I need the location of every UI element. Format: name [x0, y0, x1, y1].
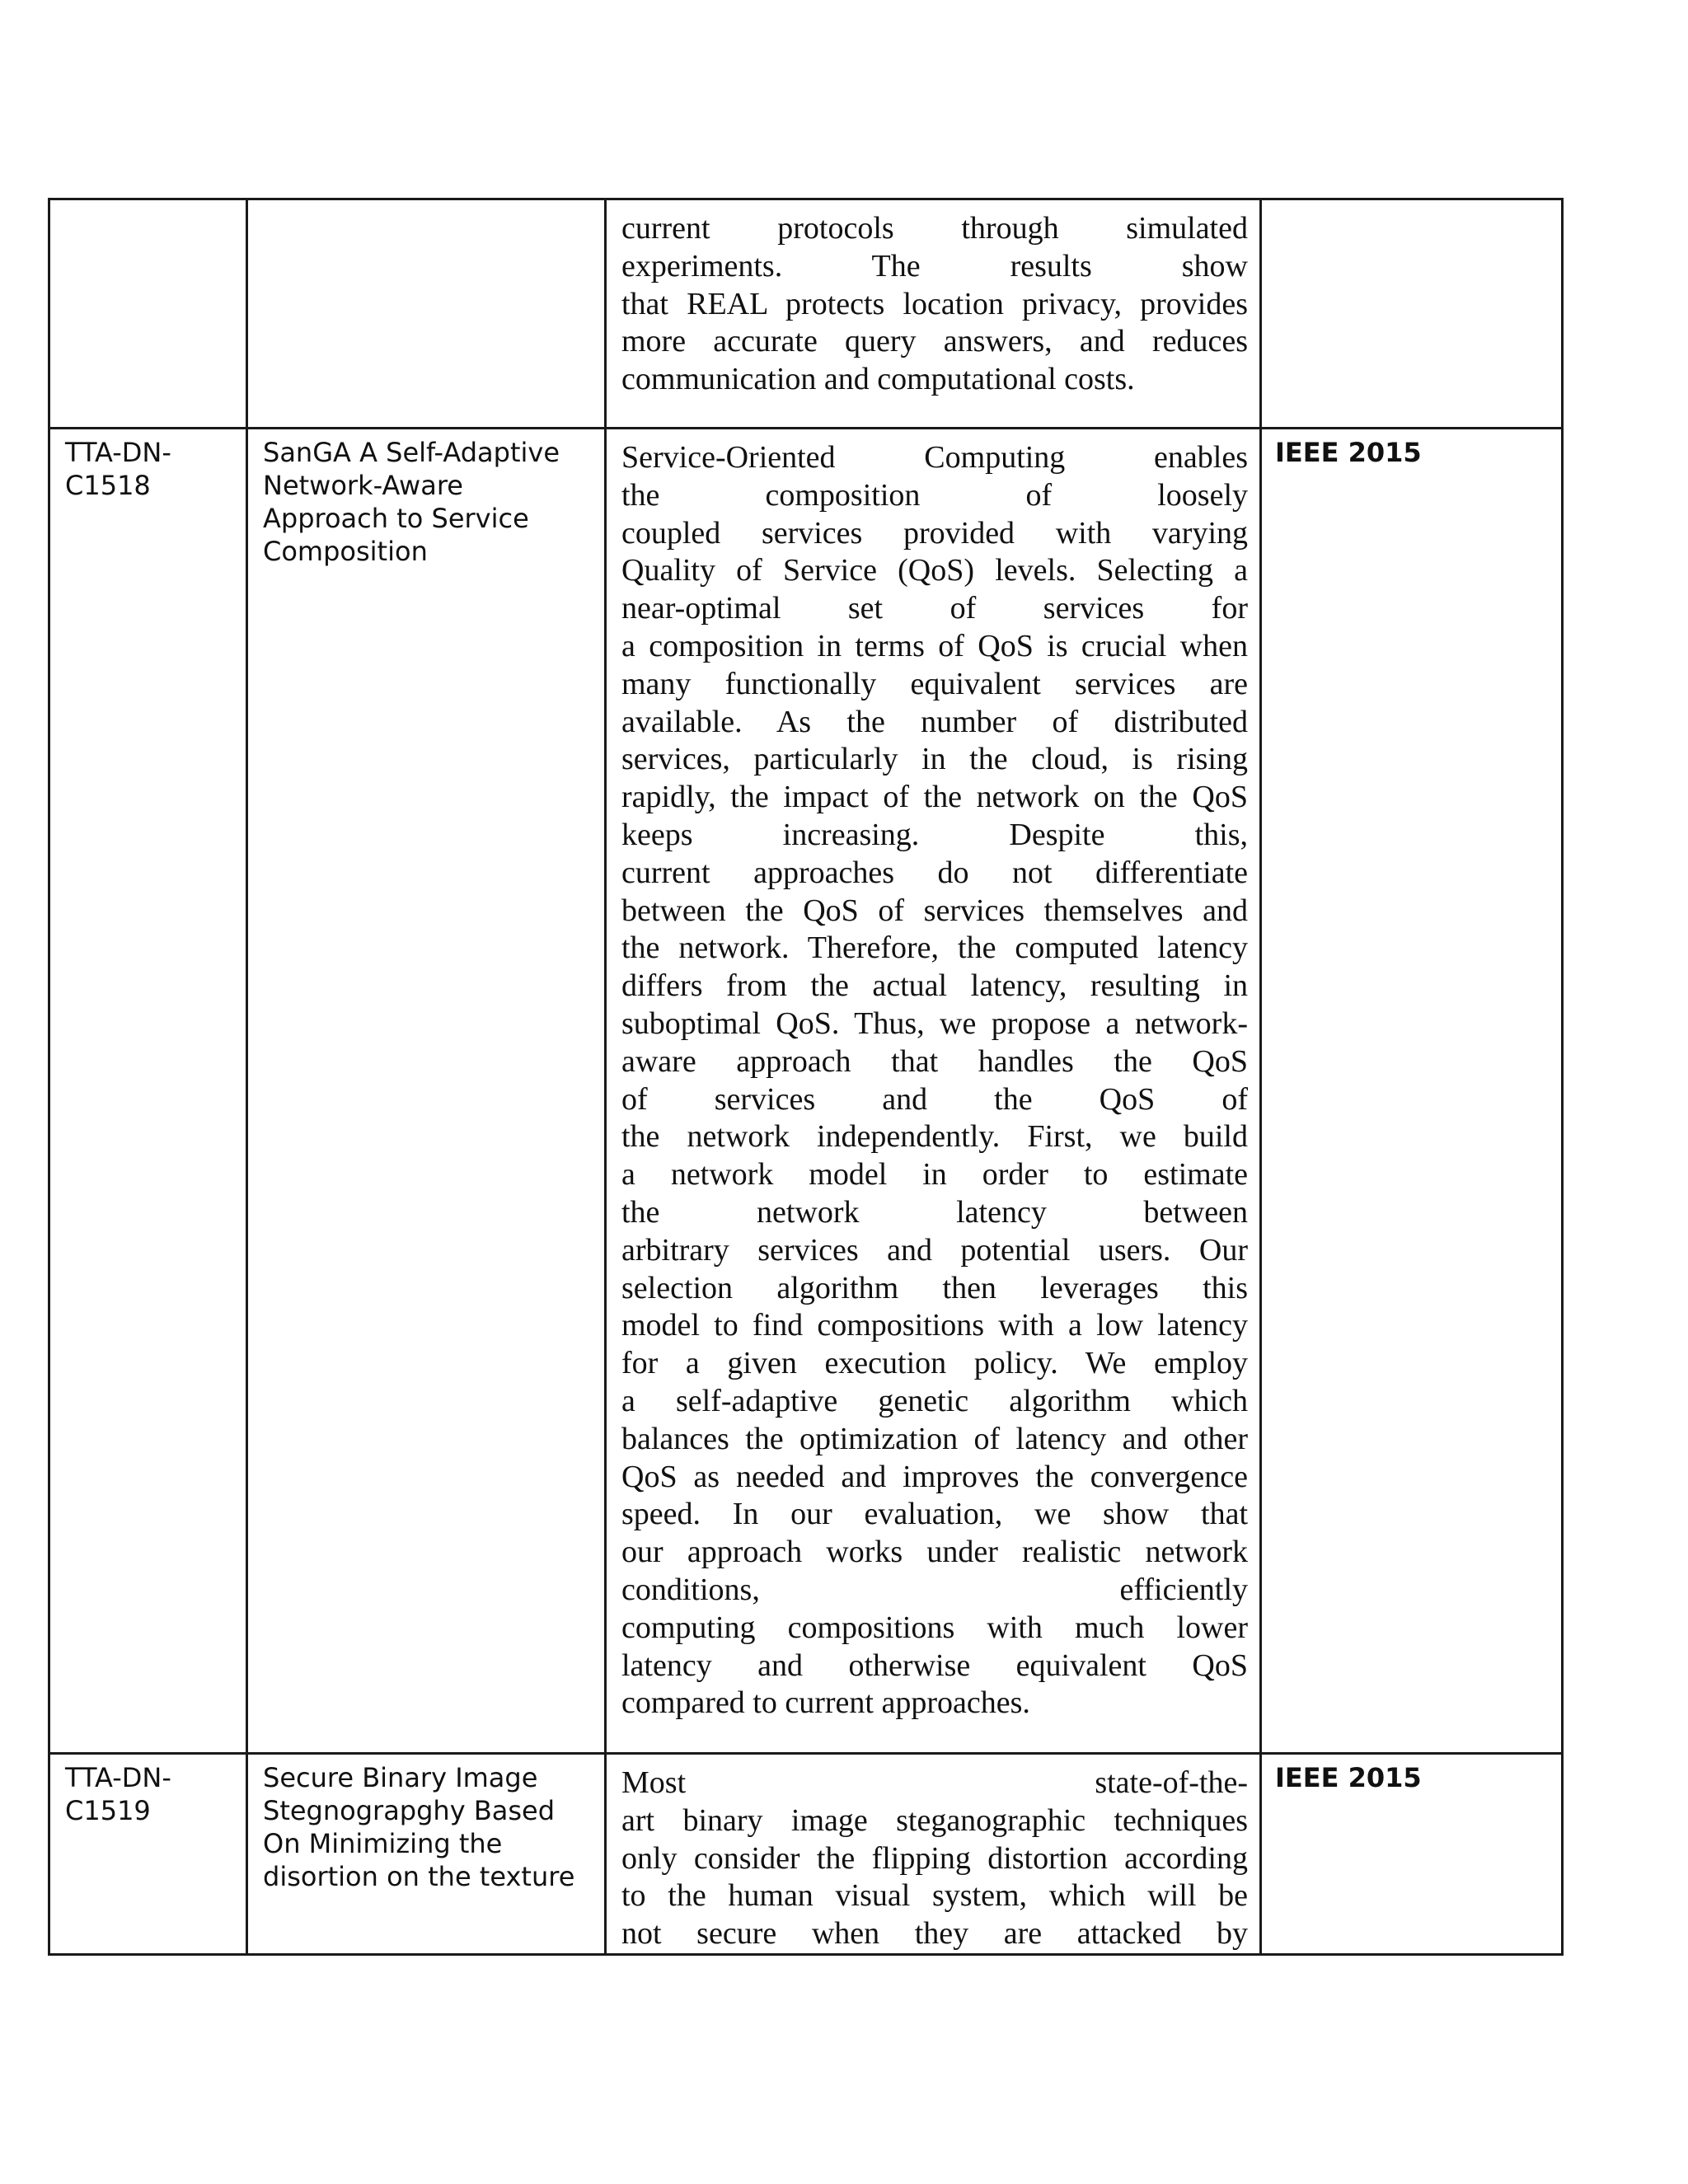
abstract-line: aware approach that handles the QoS [621, 1043, 1248, 1079]
project-abstract [607, 1755, 1259, 1953]
abstract-line: between the QoS of services themselves and [621, 893, 1248, 928]
abstract-line: only consider the flipping distortion according [621, 1840, 1248, 1876]
abstract-line: Quality of Service (QoS) levels. Selecting a [621, 553, 1248, 588]
abstract-line: selection algorithm then leverages this [621, 1270, 1248, 1305]
abstract-line: our approach works under realistic network [621, 1535, 1248, 1570]
abstract-line: for a given execution policy. We employ [621, 1346, 1248, 1381]
table-row [49, 429, 1563, 1754]
abstract-line: the composition of loosely [621, 477, 1248, 513]
abstract-line: conditions, efficiently [621, 1572, 1248, 1607]
year-cell [1261, 429, 1563, 1754]
abstract-line: that REAL protects location privacy, provides [621, 286, 1248, 321]
abstract-cell [606, 199, 1261, 429]
publication-year [1262, 200, 1561, 207]
abstract-line: compared to current approaches. [621, 1685, 1030, 1721]
table-row [49, 1754, 1563, 1955]
table-row [49, 199, 1563, 429]
project-id: TTA-DN-C1519 [65, 1762, 171, 1826]
abstract-line: experiments. The results show [621, 248, 1248, 284]
publication-year: IEEE 2015 [1275, 437, 1422, 468]
abstract-line: near-optimal set of services for [621, 591, 1248, 626]
abstract-line: more accurate query answers, and reduces [621, 324, 1248, 359]
abstract-line: coupled services provided with varying [621, 515, 1248, 551]
project-abstract [607, 200, 1259, 399]
project-id: TTA-DN-C1518 [65, 437, 171, 501]
year-cell [1261, 199, 1563, 429]
id-cell [49, 1754, 247, 1955]
abstract-line: available. As the number of distributed [621, 704, 1248, 739]
abstract-line: suboptimal QoS. Thus, we propose a network- [621, 1005, 1248, 1041]
id-cell [49, 429, 247, 1754]
title-cell [247, 1754, 606, 1955]
abstract-line: a self-adaptive genetic algorithm which [621, 1383, 1248, 1418]
abstract-line: current protocols through simulated [621, 211, 1248, 246]
abstract-line: a composition in terms of QoS is crucial when [621, 628, 1248, 663]
abstract-line: QoS as needed and improves the convergence [621, 1459, 1248, 1494]
abstract-line: Most state-of-the- [621, 1765, 1248, 1800]
abstract-line: the network independently. First, we build [621, 1119, 1248, 1155]
abstract-line: a network model in order to estimate [621, 1157, 1248, 1193]
project-id [50, 200, 246, 207]
abstract-cell [606, 429, 1261, 1754]
abstract-line: computing compositions with much lower [621, 1610, 1248, 1645]
abstract-line: arbitrary services and potential users. Our [621, 1232, 1248, 1268]
project-title: Secure Binary Image Stegnograpghy Based On Minimizing the disortion on the texture [263, 1762, 575, 1892]
abstract-line: latency and otherwise equivalent QoS [621, 1647, 1248, 1683]
title-cell [247, 199, 606, 429]
project-abstract [607, 429, 1259, 1722]
abstract-line: differs from the actual latency, resulting in [621, 968, 1248, 1004]
abstract-line: the network. Therefore, the computed latency [621, 930, 1248, 966]
id-cell [49, 199, 247, 429]
project-table [48, 198, 1564, 1956]
abstract-line: model to find compositions with a low latency [621, 1308, 1248, 1343]
abstract-line: speed. In our evaluation, we show that [621, 1497, 1248, 1532]
abstract-line: keeps increasing. Despite this, [621, 817, 1248, 852]
abstract-line: Service-Oriented Computing enables [621, 440, 1248, 475]
project-title: SanGA A Self-Adaptive Network-Aware Approach to Service Composition [263, 437, 560, 567]
abstract-line: balances the optimization of latency and other [621, 1421, 1248, 1456]
abstract-line: art binary image steganographic techniques [621, 1802, 1248, 1838]
abstract-line: many functionally equivalent services are [621, 666, 1248, 701]
project-title [248, 200, 604, 207]
abstract-line: of services and the QoS of [621, 1081, 1248, 1117]
abstract-line: the network latency between [621, 1194, 1248, 1230]
abstract-cell [606, 1754, 1261, 1955]
abstract-line: not secure when they are attacked by [621, 1916, 1248, 1952]
year-cell [1261, 1754, 1563, 1955]
abstract-line: services, particularly in the cloud, is rising [621, 742, 1248, 777]
abstract-line: current approaches do not differentiate [621, 855, 1248, 890]
title-cell [247, 429, 606, 1754]
abstract-line: rapidly, the impact of the network on the QoS [621, 780, 1248, 815]
abstract-line: to the human visual system, which will be [621, 1878, 1248, 1914]
publication-year: IEEE 2015 [1275, 1762, 1422, 1793]
abstract-line: communication and computational costs. [621, 362, 1135, 397]
